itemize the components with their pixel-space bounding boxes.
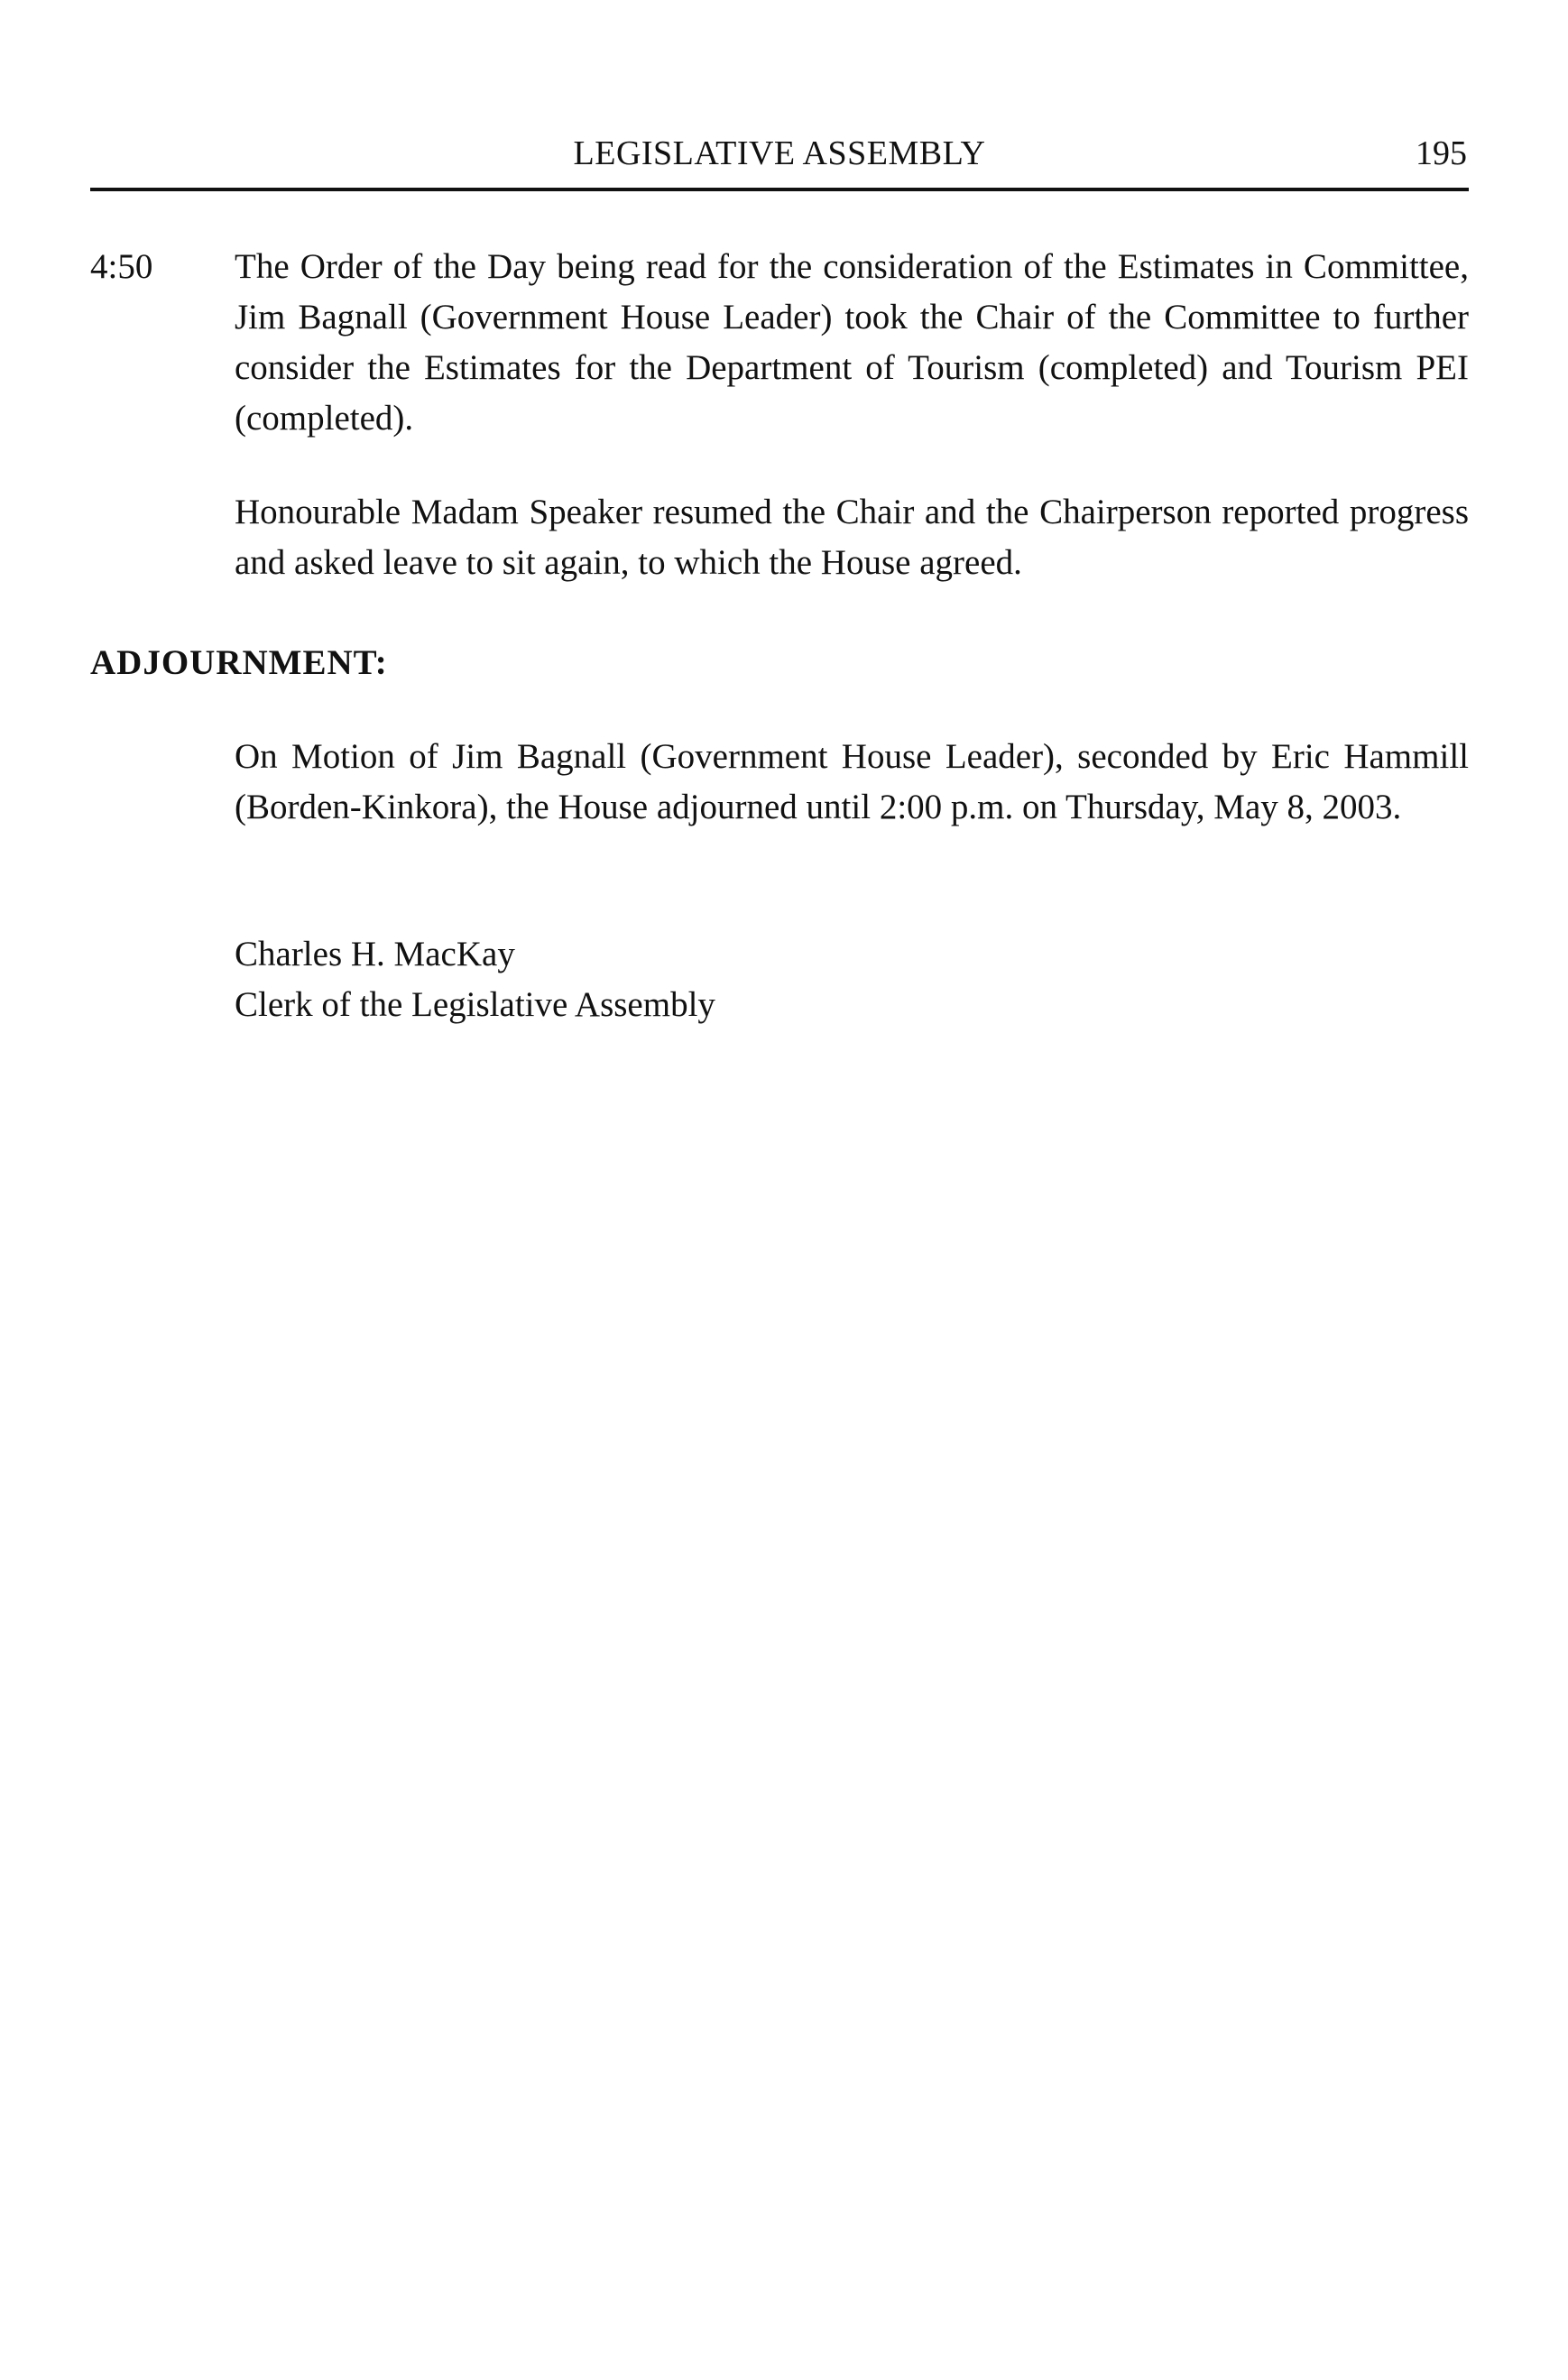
running-header	[90, 134, 1469, 191]
header-title: LEGISLATIVE ASSEMBLY	[573, 134, 986, 172]
signature-block	[235, 929, 715, 1030]
signatory-title: Clerk of the Legislative Assembly	[235, 985, 715, 1024]
adjournment-heading: ADJOURNMENT:	[90, 643, 388, 682]
speaker-paragraph: Honourable Madam Speaker resumed the Chair and the Chairperson reported progress and asked leave to sit again, to which the House agreed.	[235, 493, 1469, 582]
estimates-paragraph: The Order of the Day being read for the consideration of the Estimates in Committee, Jim Bagnall (Government House Leader) took the Chair of the Committee to further consider the Estimates for the Department of Tourism (completed) and Tourism PEI (completed).	[235, 247, 1469, 438]
time-label: 4:50	[90, 247, 153, 286]
signatory-name: Charles H. MacKay	[235, 935, 515, 973]
adjournment-paragraph: On Motion of Jim Bagnall (Government House Leader), seconded by Eric Hammill (Borden-Kinkora), the House adjourned until 2:00 p.m. on Thursday, May 8, 2003.	[235, 737, 1469, 826]
page-number: 195	[1416, 134, 1467, 172]
